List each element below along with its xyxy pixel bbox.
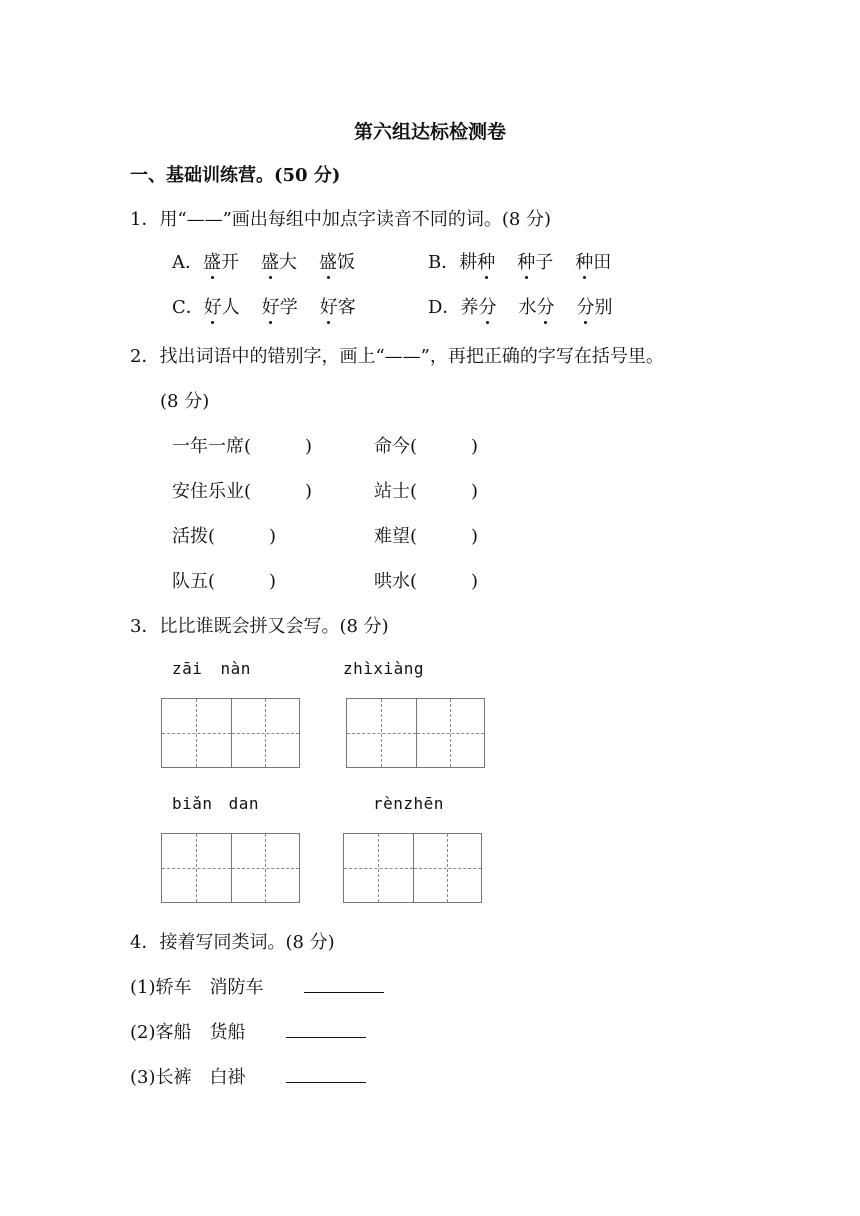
correction-item: 活拨( ) [172, 526, 277, 547]
dotted-char: 好 [204, 293, 222, 319]
section-heading: 一、基础训练营。(50 分) [130, 165, 341, 186]
answer-blank[interactable] [286, 1064, 366, 1083]
grid-cell[interactable] [347, 699, 416, 767]
writing-grid[interactable] [346, 698, 485, 768]
question-3-prompt: 3．比比谁既会拼又会写。(8 分) [130, 616, 389, 637]
char: 养 [460, 297, 479, 318]
correction-item: 难望( ) [374, 526, 479, 547]
grid-cell[interactable] [162, 834, 231, 902]
category-item [130, 1063, 366, 1089]
pinyin-label: zāi nàn [172, 659, 251, 678]
answer-blank[interactable] [286, 1019, 366, 1038]
char: 耕 [459, 252, 478, 273]
correction-item: 站士( ) [374, 481, 479, 502]
writing-grid[interactable] [161, 698, 300, 768]
question-1-prompt: 1．用“——”画出每组中加点字读音不同的词。(8 分) [130, 209, 552, 230]
char: 田 [593, 252, 612, 273]
pinyin-label: zhìxiàng [343, 659, 425, 678]
correction-item: 安住乐业( ) [172, 481, 313, 502]
question-2-score: (8 分) [160, 391, 210, 412]
category-item [130, 973, 384, 999]
category-words: (3)长裤 白褂 [130, 1067, 246, 1088]
char: 饭 [337, 252, 355, 273]
option-a [172, 248, 377, 274]
writing-grid[interactable] [343, 833, 482, 903]
char: 人 [221, 297, 240, 318]
pinyin-label: biǎn dan [172, 794, 260, 813]
dotted-char: 好 [262, 293, 280, 319]
question-4-prompt: 4．接着写同类词。(8 分) [130, 932, 335, 953]
dotted-char: 分 [536, 293, 554, 319]
option-label: D． [428, 297, 461, 318]
category-item [130, 1018, 366, 1044]
option-label: A． [172, 252, 203, 273]
grid-cell[interactable] [231, 699, 300, 767]
dotted-char: 好 [320, 293, 338, 319]
char: 别 [594, 297, 613, 318]
option-b [428, 248, 633, 274]
dotted-char: 种 [575, 248, 593, 274]
writing-grid[interactable] [161, 833, 300, 903]
dotted-char: 盛 [203, 248, 221, 274]
char: 大 [279, 252, 297, 273]
char: 水 [518, 297, 537, 318]
char: 子 [535, 252, 554, 273]
question-2-prompt: 2．找出词语中的错别字，画上“——”，再把正确的字写在括号里。 [130, 346, 664, 367]
option-label: C． [172, 297, 204, 318]
dotted-char: 种 [477, 248, 495, 274]
dotted-char: 分 [576, 293, 594, 319]
grid-cell[interactable] [344, 834, 413, 902]
grid-cell[interactable] [413, 834, 482, 902]
char: 学 [279, 297, 298, 318]
answer-blank[interactable] [304, 974, 384, 993]
grid-cell[interactable] [231, 834, 300, 902]
dotted-char: 分 [478, 293, 496, 319]
correction-item: 哄水( ) [374, 571, 479, 592]
category-words: (2)客船 货船 [130, 1022, 246, 1043]
grid-cell[interactable] [416, 699, 485, 767]
pinyin-label: rènzhēn [373, 794, 444, 813]
option-c [172, 293, 378, 319]
option-label: B． [428, 252, 460, 273]
char: 开 [221, 252, 239, 273]
correction-item: 命今( ) [374, 436, 479, 457]
option-d [428, 293, 634, 319]
page-title: 第六组达标检测卷 [353, 121, 506, 143]
category-words: (1)轿车 消防车 [130, 977, 264, 998]
dotted-char: 盛 [261, 248, 279, 274]
dotted-char: 种 [517, 248, 535, 274]
grid-cell[interactable] [162, 699, 231, 767]
correction-item: 一年一席( ) [172, 436, 313, 457]
char: 客 [337, 297, 356, 318]
correction-item: 队五( ) [172, 571, 277, 592]
dotted-char: 盛 [319, 248, 337, 274]
